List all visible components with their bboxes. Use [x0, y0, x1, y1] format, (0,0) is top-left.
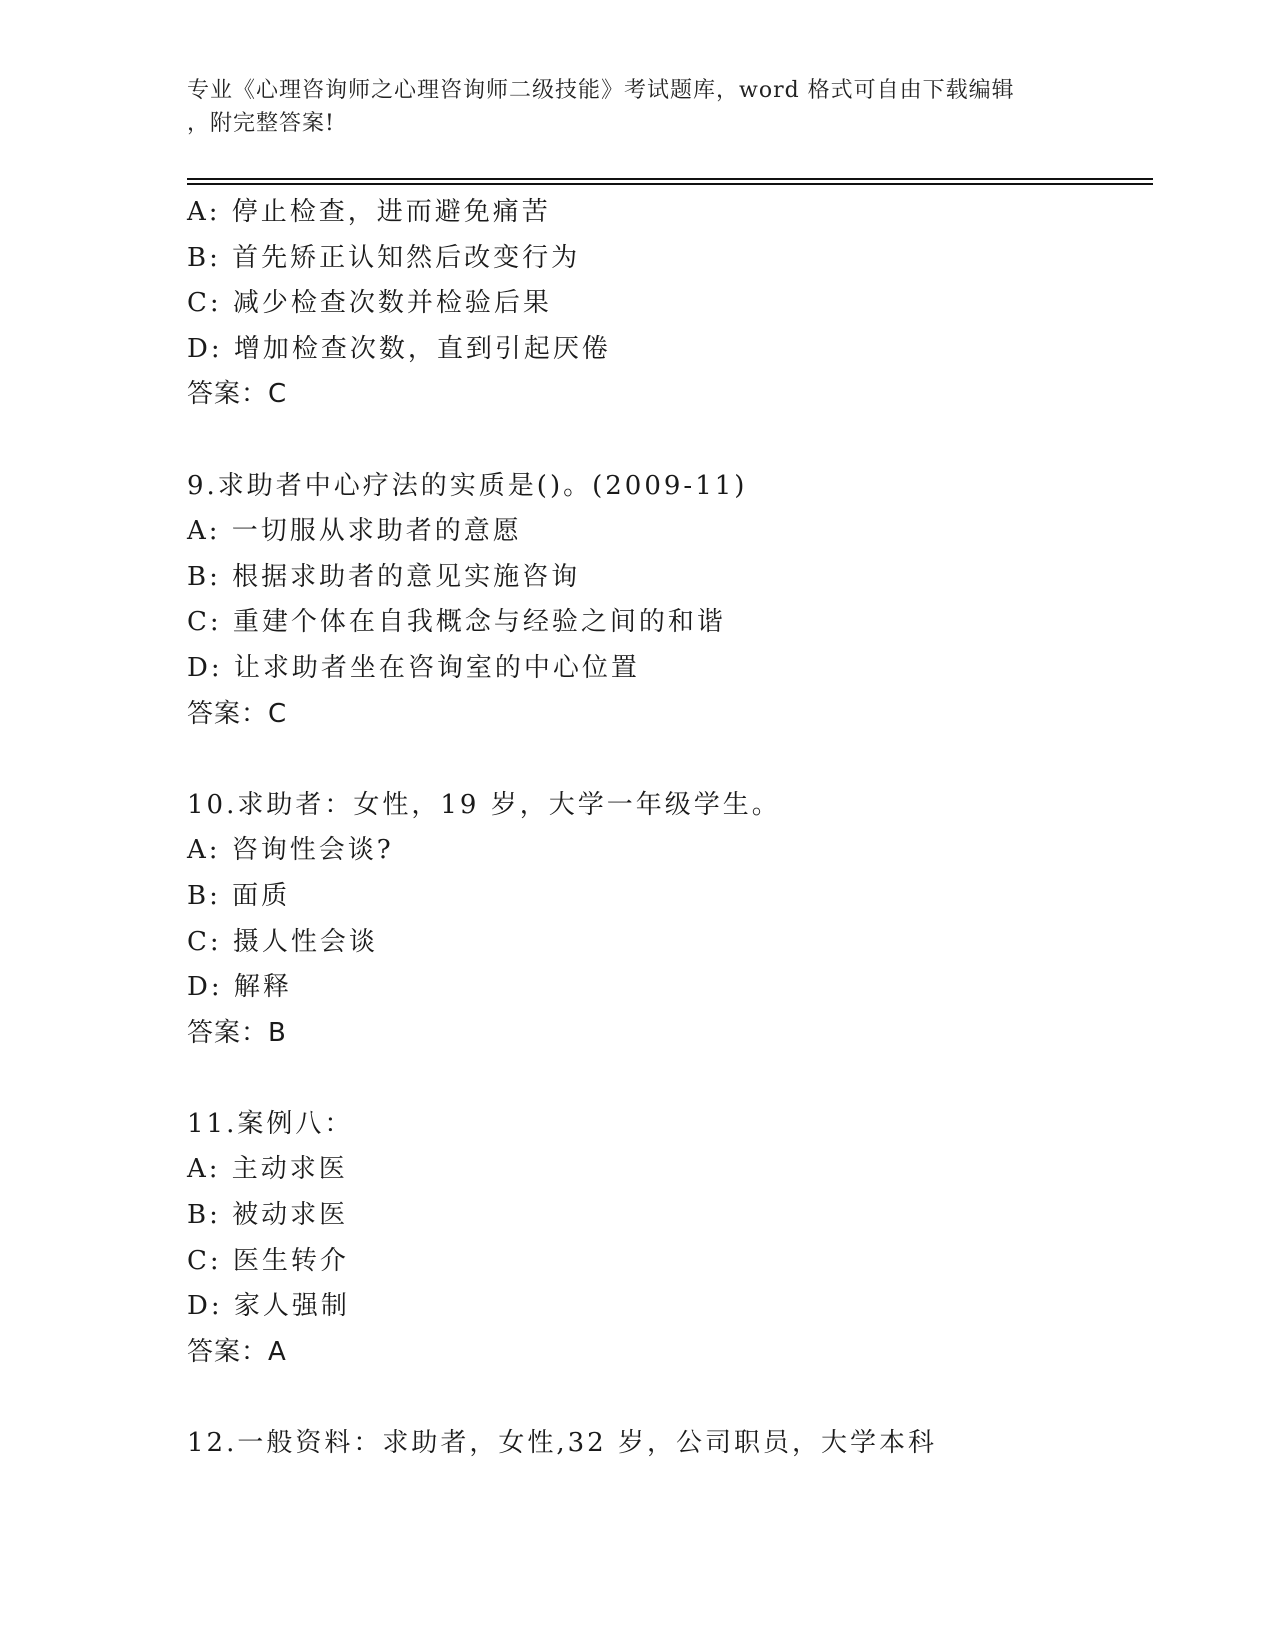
question-block	[187, 783, 1153, 1057]
header-line-1: 专业《心理咨询师之心理咨询师二级技能》考试题库，word 格式可自由下载编辑	[187, 78, 1015, 103]
question-block	[187, 1421, 1153, 1467]
option-b: B: 被动求医	[187, 1200, 349, 1231]
question-stem: 9.求助者中心疗法的实质是()。(2009-11)	[187, 470, 748, 501]
answer-line: 答案：C	[187, 698, 288, 729]
option-d: D: 让求助者坐在咨询室的中心位置	[187, 652, 640, 683]
option-a: A: 主动求医	[187, 1154, 348, 1185]
answer-line: 答案：C	[187, 379, 288, 410]
document-header	[187, 74, 1087, 140]
spacer	[187, 1375, 1153, 1421]
option-d: D: 解释	[187, 972, 292, 1003]
option-d: D: 家人强制	[187, 1291, 350, 1322]
question-stem: 11.案例八：	[187, 1108, 354, 1139]
option-b: B: 根据求助者的意见实施咨询	[187, 561, 581, 592]
question-list	[187, 190, 1153, 1467]
option-b: B: 首先矫正认知然后改变行为	[187, 242, 581, 273]
option-a: A: 一切服从求助者的意愿	[187, 516, 522, 547]
header-rule-bottom	[187, 183, 1153, 185]
header-rule-top	[187, 178, 1153, 180]
spacer	[187, 1056, 1153, 1102]
spacer	[187, 737, 1153, 783]
answer-line: 答案：B	[187, 1017, 287, 1048]
question-stem: 10.求助者：女性，19 岁，大学一年级学生。	[187, 789, 781, 820]
option-c: C: 摄人性会谈	[187, 926, 378, 957]
question-block	[187, 464, 1153, 738]
question-stem: 12.一般资料：求助者，女性,32 岁，公司职员，大学本科	[187, 1428, 937, 1459]
option-c: C: 重建个体在自我概念与经验之间的和谐	[187, 607, 726, 638]
option-c: C: 医生转介	[187, 1245, 349, 1276]
question-block	[187, 190, 1153, 418]
option-a: A: 咨询性会谈?	[187, 835, 394, 866]
option-b: B: 面质	[187, 880, 291, 911]
question-block	[187, 1102, 1153, 1376]
spacer	[187, 418, 1153, 464]
option-a: A: 停止检查，进而避免痛苦	[187, 197, 551, 227]
header-line-2: ，附完整答案!	[187, 111, 335, 136]
answer-line: 答案：A	[187, 1336, 287, 1367]
option-c: C: 减少检查次数并检验后果	[187, 288, 552, 319]
option-d: D: 增加检查次数，直到引起厌倦	[187, 333, 611, 364]
